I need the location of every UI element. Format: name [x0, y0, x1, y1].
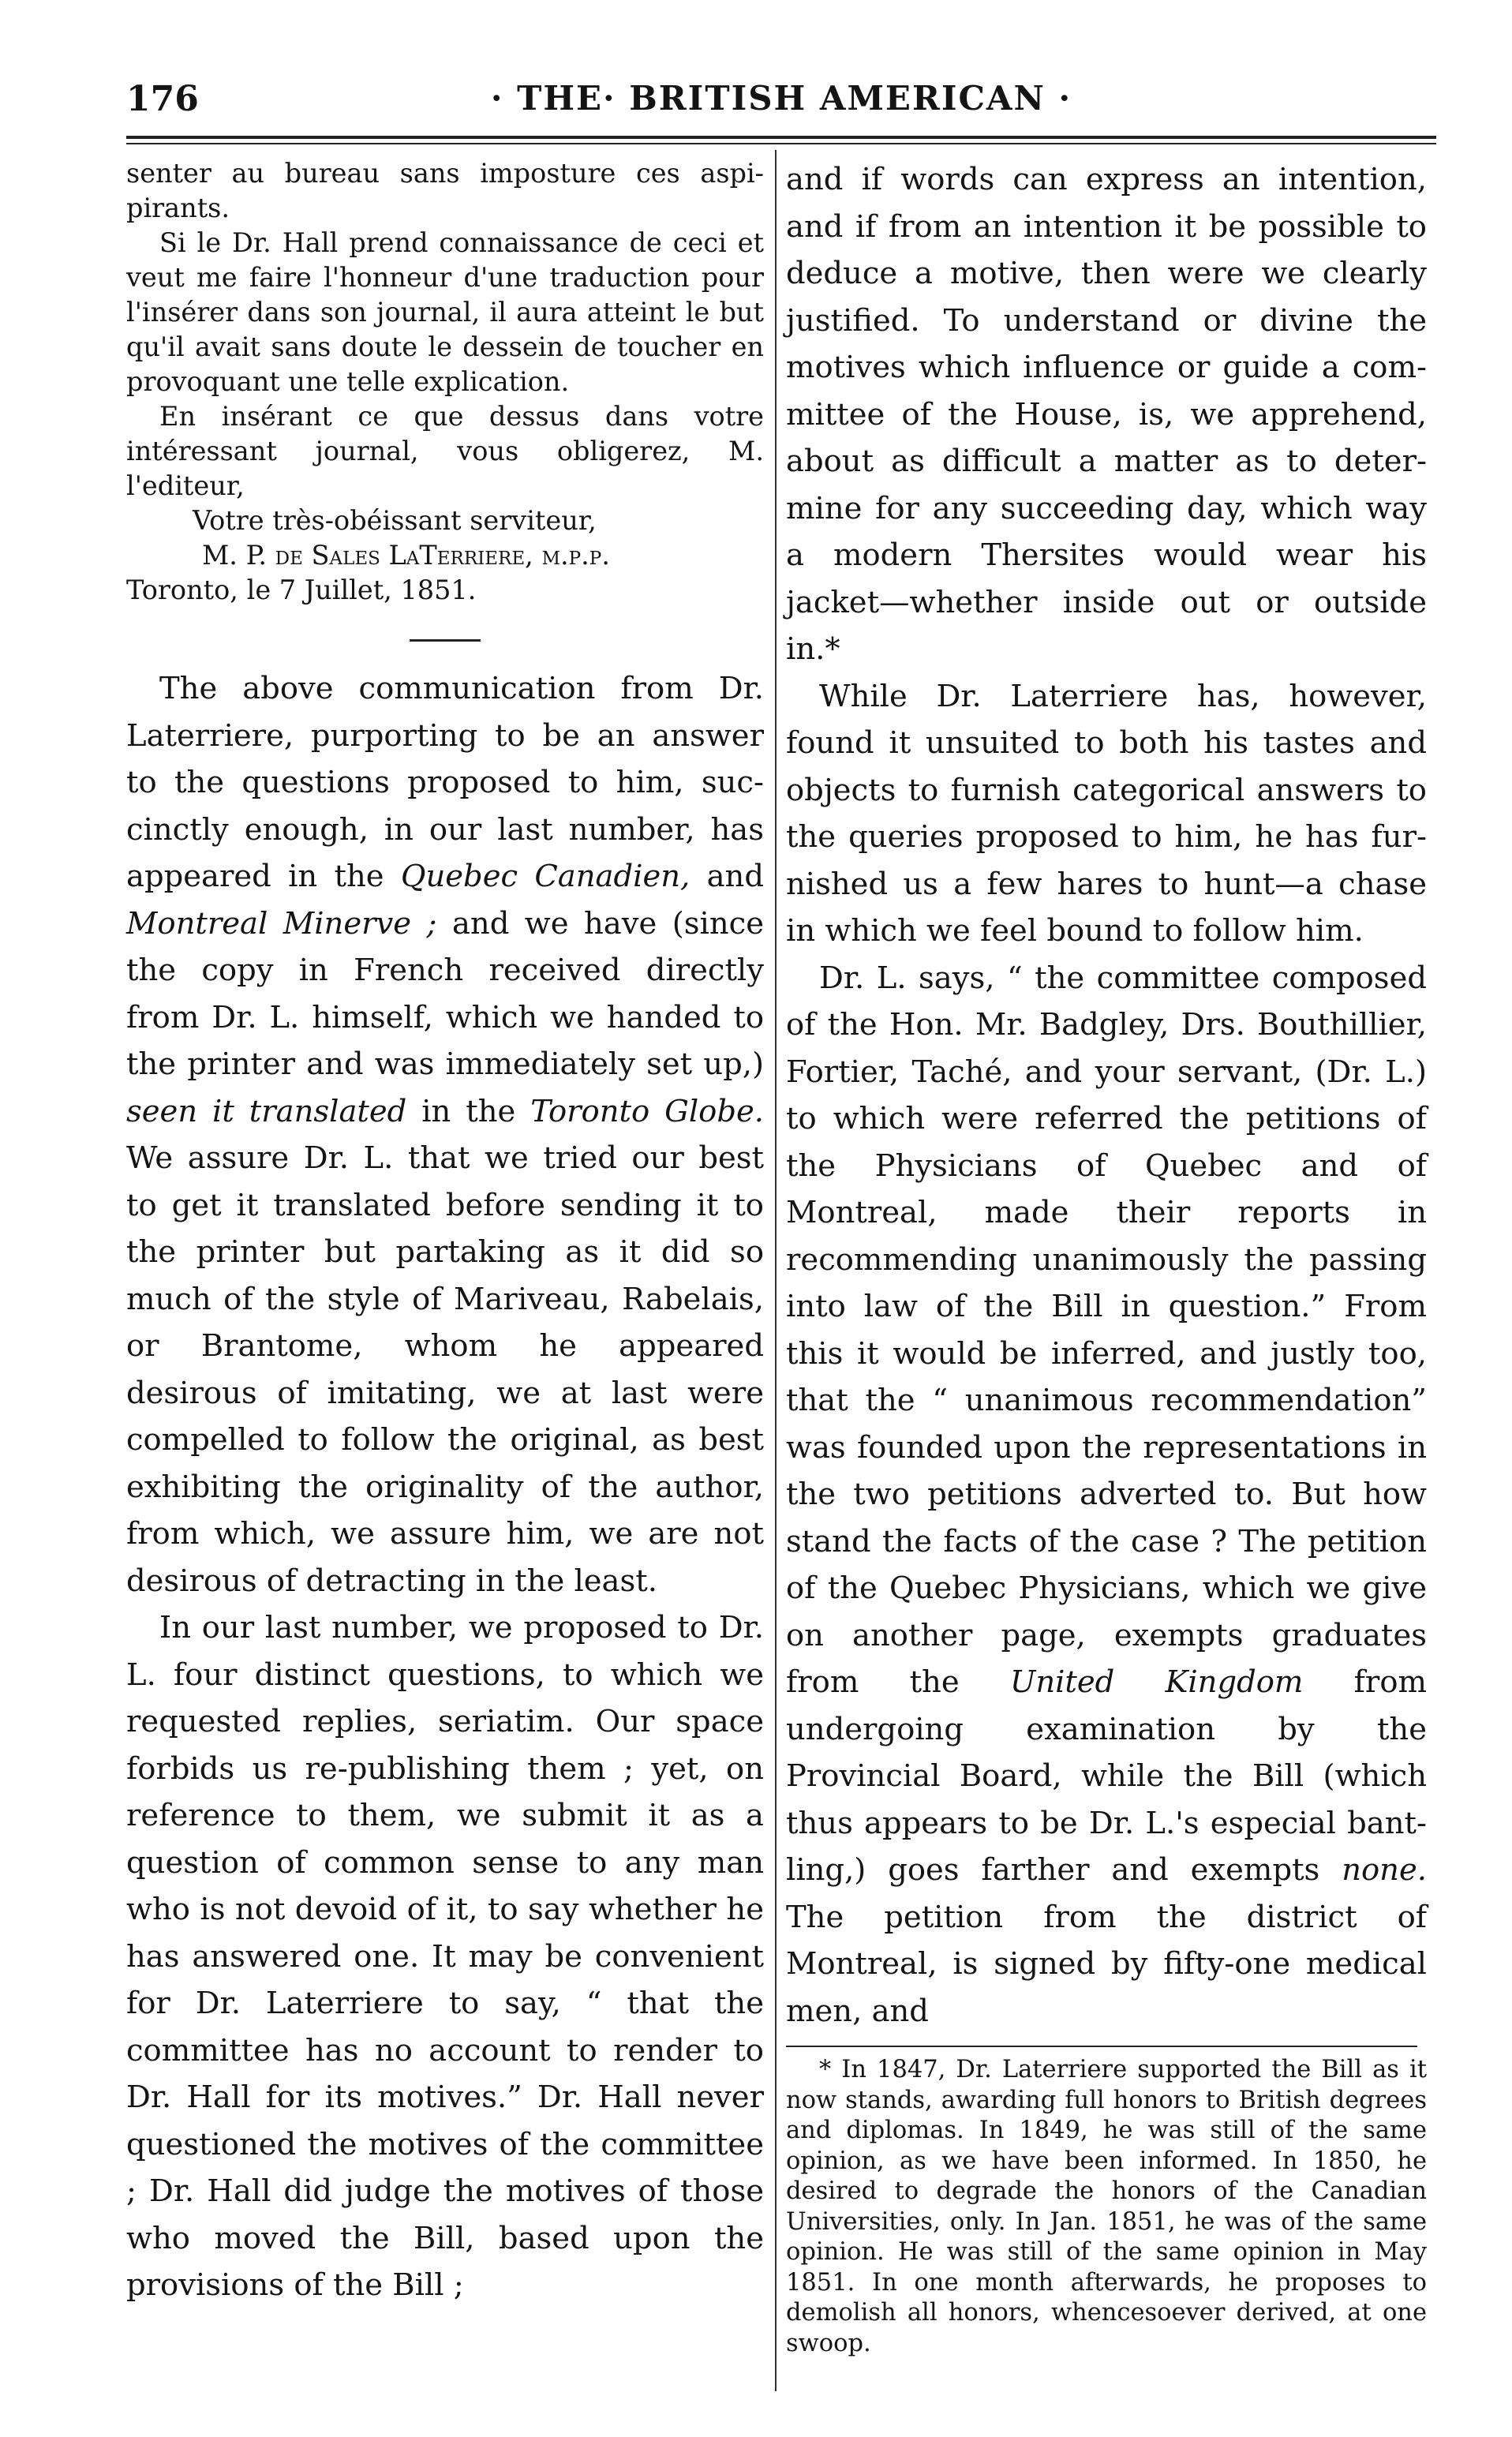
editorial-paragraph: While Dr. Laterriere has, however, found it unsuited to both his tastes and objects to furnish categorical answers to the queries proposed to him, he has furnished us a few hares to hunt—a chase in which we feel bound to follow him.: [786, 678, 1427, 949]
header-rule-thick: [126, 136, 1436, 139]
letter-paragraph: En insérant ce que dessus dans votre intéressant journal, vous obligerez, M. l'editeur,: [126, 401, 764, 501]
section-divider: [410, 639, 481, 642]
right-column: [786, 156, 1427, 2359]
letter-place-date: Toronto, le 7 Juillet, 1851.: [126, 575, 477, 605]
footnote: * In 1847, Dr. Laterriere supported the Bill as it now stands, awarding full honors to British degrees and diplomas. In 1849, he was still of the same opinion, as we have been informed. In 1850, he desired to degrade the honors of the Canadian Universities, only. In Jan. 1851, he was of the same opinion. He was still of the same opinion in May 1851. In one month afterwards, he proposes to demolish all honors, whencesoever derived, at one swoop.: [786, 2056, 1427, 2357]
editorial-paragraph: The above communication from Dr. Laterriere, purporting to be an answer to the questions proposed to him, succinctly enough, in our last number, has appeared in the Quebec Canadien, and Montreal Minerve ; and we have (since the copy in French received directly from Dr. L. himself, which we handed to the printer and was immediately set up,) seen it translated in the Toronto Globe. We assure Dr. L. that we tried our best to get it translated before sending it to the printer but partaking as it did so much of the style of Mariveau, Rabelais, or Brantome, whom he appeared desirous of imitating, we at last were compelled to follow the original, as best exhibiting the originality of the author, from which, we assure him, we are not desirous of detracting in the least.: [126, 671, 764, 1599]
editorial-paragraph: and if words can express an intention, and if from an intention it be possible to deduce a motive, then were we clearly justified. To understand or divine the motives which influence or guide a committee of the House, is, we apprehend, about as difficult a matter as to determine for any succeeding day, which way a modern Thersites would wear his jacket—whether inside out or outside in.*: [786, 162, 1427, 667]
letter-signature: M. P. de Sales LaTerriere, m.p.p.: [202, 540, 610, 571]
page-number: 176: [126, 79, 199, 119]
letter-closing: Votre très-obéissant serviteur,: [193, 505, 597, 536]
journal-title: · THE· BRITISH AMERICAN ·: [490, 79, 1072, 118]
editorial-paragraph: Dr. L. says, “ the committee composed of the Hon. Mr. Badgley, Drs. Bouthillier, Fortier, Taché, and your servant, (Dr. L.) to which were referred the petitions of the Physicians of Quebec and of Montreal, made their reports in recommending unanimously the passing into law of the Bill in question.” From this it would be inferred, and justly too, that the “ unanimous recommendation” was founded upon the representations in the two petitions adverted to. But how stand the facts of the case ? The petition of the Quebec Physicians, which we give on another page, exempts graduates from the United Kingdom from undergoing examination by the Provincial Board, while the Bill (which thus appears to be Dr. L.'s especial bantling,) goes farther and exempts none. The petition from the district of Montreal, is signed by fifty-one medical men, and: [786, 960, 1427, 2029]
header-rule-thin: [126, 143, 1436, 144]
letter-paragraph: Si le Dr. Hall prend connaissance de ceci et veut me faire l'honneur d'une traduction pour l'insérer dans son journal, il aura atteint le but qu'il avait sans doute le dessein de toucher en provoquant une telle explication.: [126, 227, 764, 397]
column-divider: [775, 150, 777, 2391]
editorial-paragraph: In our last number, we proposed to Dr. L. four distinct questions, to which we requested replies, seriatim. Our space forbids us re-publishing them ; yet, on reference to them, we submit it as a question of common sense to any man who is not devoid of it, to say whether he has answered one. It may be convenient for Dr. Laterriere to say, “ that the committee has no account to render to Dr. Hall for its motives.” Dr. Hall never questioned the motives of the committee ; Dr. Hall did judge the motives of those who moved the Bill, based upon the provisions of the Bill ;: [126, 1610, 764, 2303]
left-column: [126, 156, 764, 2309]
page-header: [126, 79, 1436, 133]
footnote-rule: [786, 2046, 1417, 2047]
letter-continuation: senter au bureau sans imposture ces aspipirants.: [126, 158, 764, 223]
